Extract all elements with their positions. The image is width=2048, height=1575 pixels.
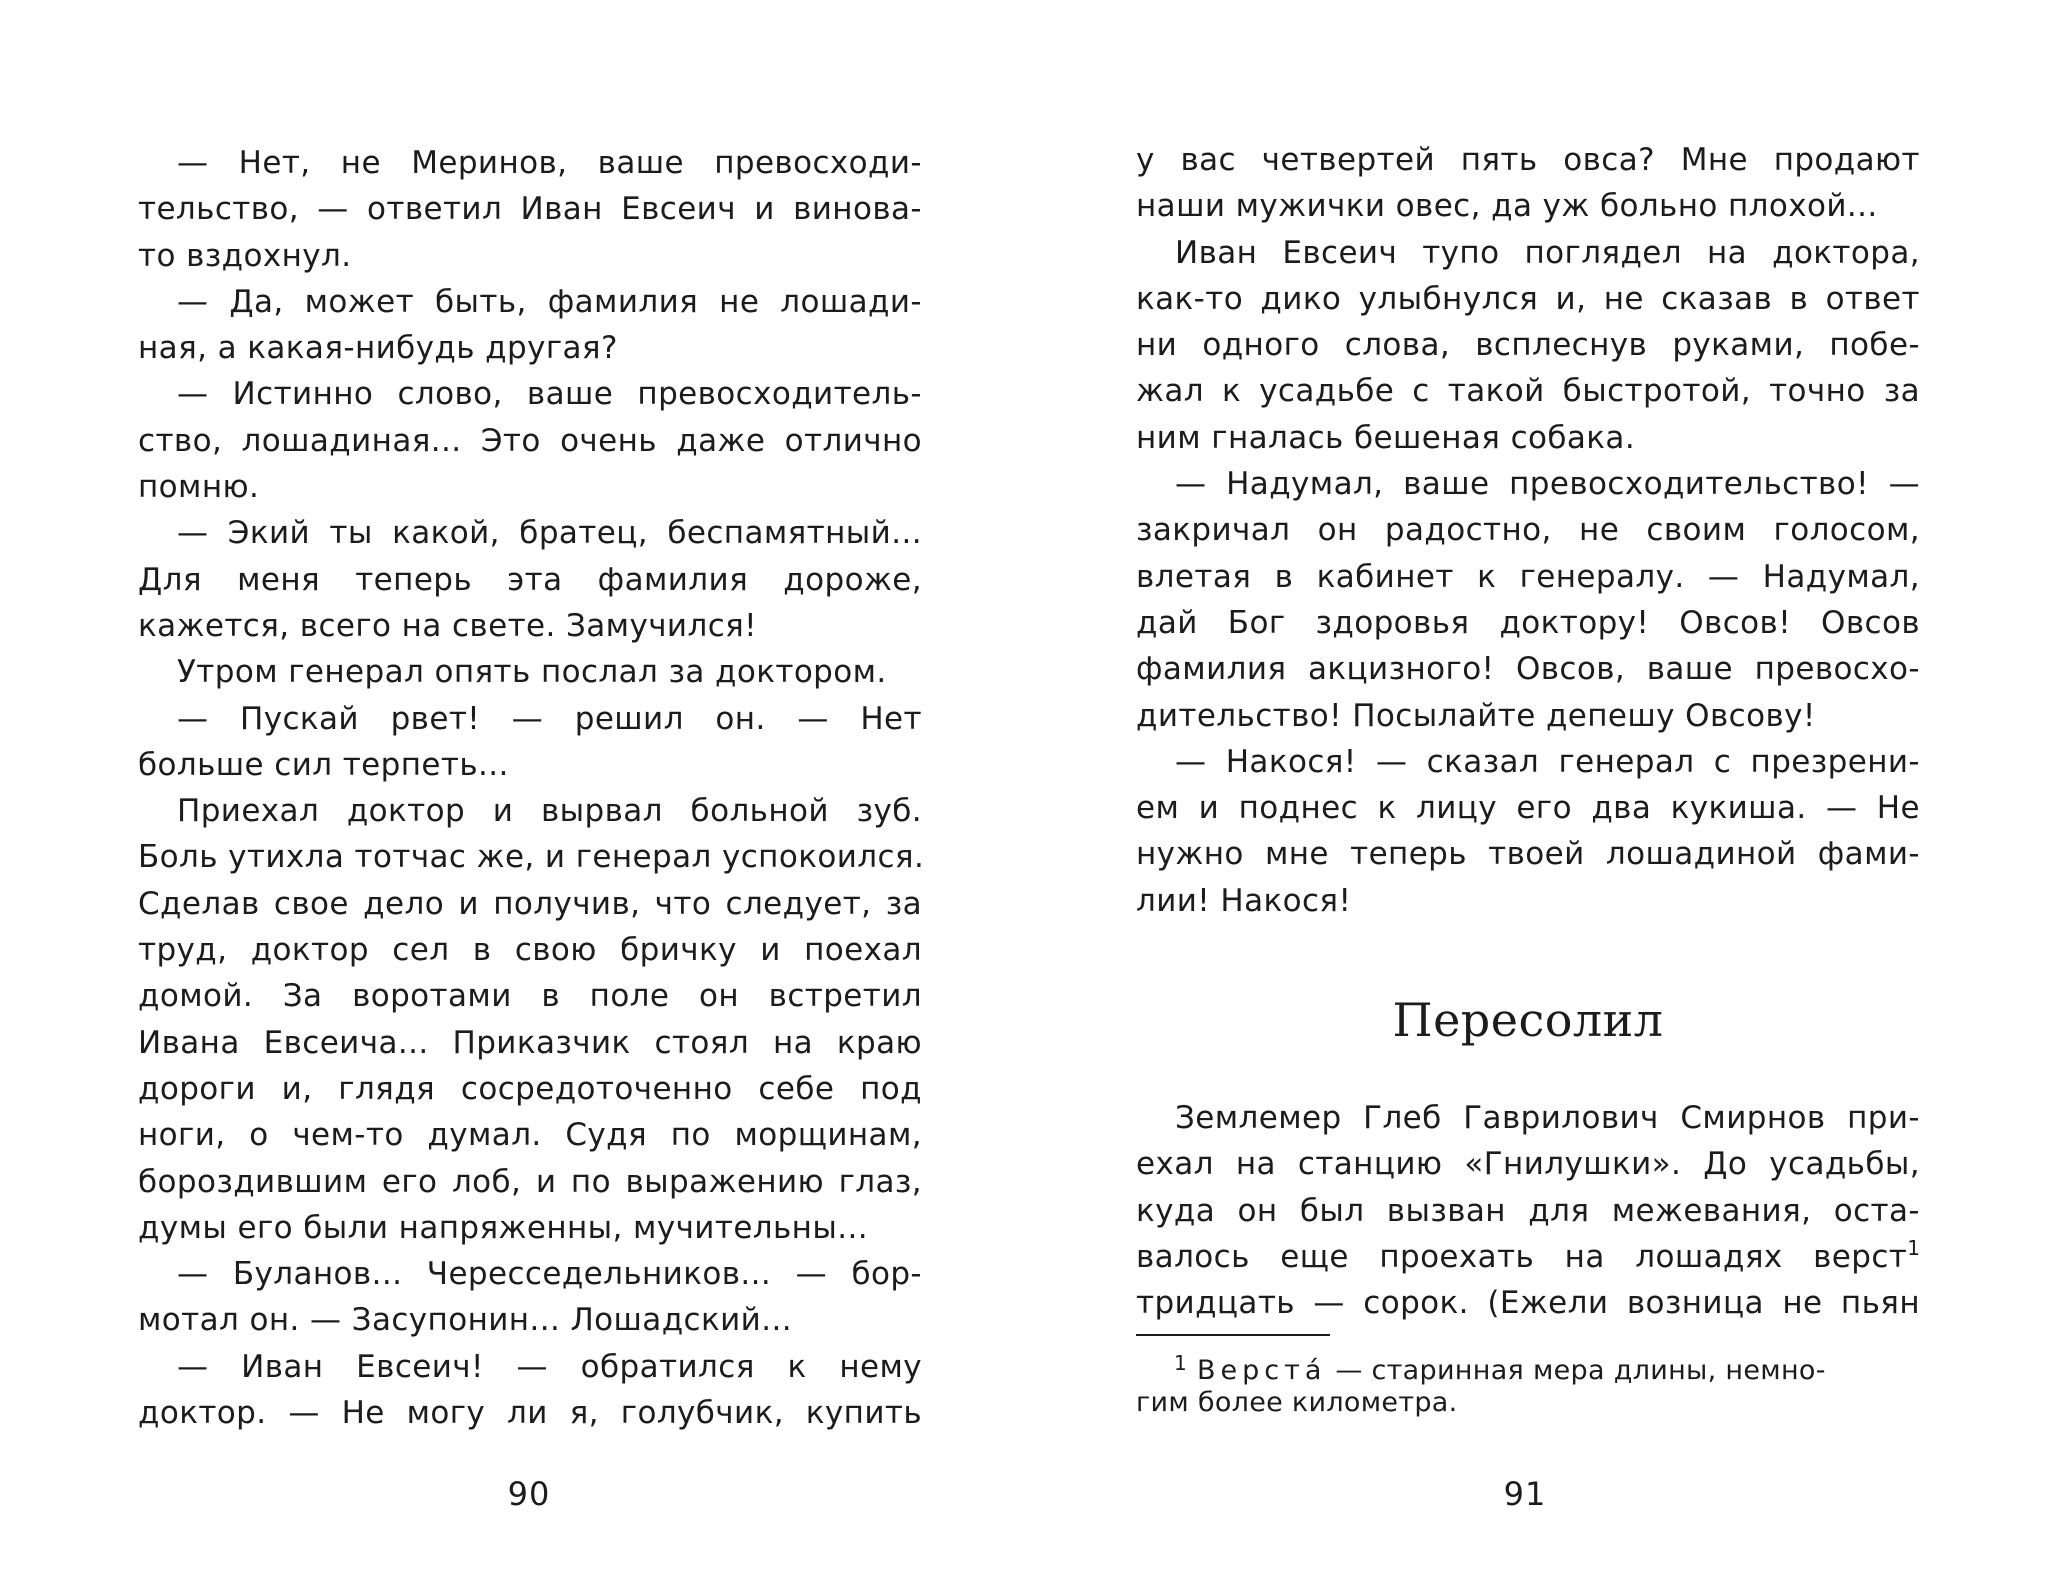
text-line-content: дительство! Посылайте депешу Овсову!	[1136, 697, 1816, 734]
text-line	[138, 1112, 922, 1158]
text-line-content: ним гналась бешеная собака.	[1136, 419, 1636, 456]
text-line-content: куда он был вызван для межевания, оста-	[1136, 1192, 1920, 1229]
text-line-content: домой. За воротами в поле он встретил	[138, 978, 922, 1015]
footnote-separator	[1136, 1334, 1330, 1336]
left-page-body-text	[138, 140, 925, 1436]
text-line-content: ем и поднес к лицу его два кукиша. — Не	[1136, 790, 1920, 827]
page-number-right: 91	[1503, 1475, 1547, 1513]
text-line	[138, 973, 922, 1019]
text-line	[1136, 646, 1920, 692]
text-line-content: — Надумал, ваше превосходительство! —	[1175, 466, 1920, 503]
text-line	[138, 1297, 922, 1343]
text-line	[1136, 785, 1920, 831]
text-line	[138, 510, 922, 556]
text-line-content: нужно мне теперь твоей лошадиной фами-	[1136, 836, 1920, 873]
text-line-content: — Экий ты какой, братец, беспамятный...	[177, 515, 922, 552]
text-line-content: у вас четвертей пять овса? Мне продают	[1136, 142, 1920, 178]
text-line	[138, 371, 922, 417]
right-page-body-text	[1136, 137, 1920, 924]
text-line	[138, 1159, 922, 1205]
text-line-content: валось еще проехать на лошадях верст	[1136, 1238, 1908, 1275]
text-line	[138, 603, 922, 649]
text-line	[1136, 183, 1920, 229]
story-body-text	[1136, 1095, 1920, 1326]
text-line	[138, 140, 922, 186]
text-line-content: — Иван Евсеич! — обратился к нему	[177, 1348, 922, 1385]
text-line-content: труд, доктор сел в свою бричку и поехал	[138, 932, 922, 969]
footnote-number: 1	[1174, 1351, 1188, 1375]
text-line	[1136, 368, 1920, 414]
text-line	[138, 1205, 922, 1251]
text-line	[1136, 137, 1920, 183]
text-line-content: тельство, — ответил Иван Евсеич и винова-	[138, 191, 922, 228]
text-line-content: Иван Евсеич тупо поглядел на доктора,	[1175, 234, 1920, 271]
text-line-content: думы его были напряженны, мучительны...	[138, 1209, 868, 1246]
text-line-content: фамилия акцизного! Овсов, ваше превосхо-	[1136, 651, 1920, 688]
text-line-content: Сделав свое дело и получив, что следует, за	[138, 885, 922, 922]
text-line	[1136, 1141, 1920, 1187]
text-line	[138, 649, 922, 695]
text-line	[138, 1344, 922, 1390]
text-line-content: бороздившим его лоб, и по выражению глаз,	[138, 1163, 922, 1200]
text-line-content: Землемер Глеб Гаврилович Смирнов при-	[1175, 1100, 1920, 1136]
text-line	[138, 279, 922, 325]
text-line-content: — Пускай рвет! — решил он. — Нет	[177, 700, 922, 737]
text-line-content: ная, а какая-нибудь другая?	[138, 330, 618, 367]
text-line-content: то вздохнул.	[138, 237, 352, 274]
text-line-content: ехал на станцию «Гнилушки». До усадьбы,	[1136, 1146, 1920, 1183]
text-line-content: Боль утихла тотчас же, и генерал успокоился.	[138, 839, 925, 876]
text-line	[138, 1390, 922, 1436]
text-line	[1136, 1095, 1920, 1141]
footnote-reference: 1	[1907, 1235, 1920, 1260]
text-line-content: дороги и, глядя сосредоточенно себе под	[138, 1070, 922, 1107]
footnote-definition: — старинная мера длины, немно-	[1326, 1355, 1826, 1386]
text-line-content: Утром генерал опять послал за доктором.	[177, 654, 887, 691]
text-line	[138, 325, 922, 371]
text-line-content: — Нет, не Меринов, ваше превосходи-	[177, 145, 922, 181]
text-line-content: ни одного слова, всплеснув руками, побе-	[1136, 327, 1920, 364]
text-line-content: наши мужички овес, да уж больно плохой...	[1136, 188, 1878, 225]
text-line-content: — Да, может быть, фамилия не лошади-	[177, 283, 922, 320]
text-line	[1136, 507, 1920, 553]
text-line	[1136, 878, 1920, 924]
text-line	[138, 418, 922, 464]
text-line	[1136, 322, 1920, 368]
text-line-content: кажется, всего на свете. Замучился!	[138, 607, 758, 644]
text-line	[138, 464, 922, 510]
text-line	[138, 186, 922, 232]
text-line-content: Для меня теперь эта фамилия дороже,	[138, 561, 922, 598]
text-line-content: мотал он. — Засупонин... Лошадский...	[138, 1302, 792, 1339]
text-line-content: ство, лошадиная... Это очень даже отлично	[138, 422, 922, 459]
footnote-line	[1136, 1343, 1920, 1386]
text-line	[1136, 1280, 1920, 1326]
text-line	[1136, 230, 1920, 276]
text-line	[138, 696, 922, 742]
text-line	[1136, 461, 1920, 507]
text-line	[138, 1066, 922, 1112]
text-line-content: лии! Накося!	[1136, 882, 1352, 919]
text-line	[138, 233, 922, 279]
text-line	[1136, 1234, 1920, 1280]
story-title: Пересолил	[1392, 993, 1664, 1047]
text-line	[1136, 554, 1920, 600]
text-line	[138, 1020, 922, 1066]
footnote-term: Верстá	[1197, 1355, 1327, 1386]
text-line-content: — Буланов... Чересседельников... — бор-	[177, 1256, 922, 1293]
footnote	[1136, 1343, 1920, 1423]
text-line-content: тридцать — сорок. (Ежели возница не пьян	[1136, 1285, 1920, 1322]
text-line-content: влетая в кабинет к генералу. — Надумал,	[1136, 558, 1920, 595]
right-page	[1024, 0, 2048, 1575]
text-line-content: как-то дико улыбнулся и, не сказав в ответ	[1136, 280, 1920, 317]
text-line-content: жал к усадьбе с такой быстротой, точно за	[1136, 373, 1920, 410]
text-line-content: дай Бог здоровья доктору! Овсов! Овсов	[1136, 604, 1920, 641]
text-line-content: — Накося! — сказал генерал с презрени-	[1175, 743, 1920, 780]
text-line	[138, 881, 922, 927]
text-line	[1136, 1188, 1920, 1234]
text-line-content: больше сил терпеть...	[138, 746, 509, 783]
text-line	[138, 557, 922, 603]
text-line	[1136, 276, 1920, 322]
text-line-content: доктор. — Не могу ли я, голубчик, купить	[138, 1395, 922, 1432]
text-line	[138, 927, 922, 973]
text-line-content: Приехал доктор и вырвал больной зуб.	[177, 793, 922, 830]
text-line	[1136, 600, 1920, 646]
text-line	[1136, 415, 1920, 461]
text-line	[1136, 693, 1920, 739]
text-line	[1136, 739, 1920, 785]
text-line-content: — Истинно слово, ваше превосходитель-	[177, 376, 922, 413]
text-line	[138, 742, 922, 788]
text-line-content: помню.	[138, 469, 260, 506]
text-line-content: закричал он радостно, не своим голосом,	[1136, 512, 1920, 549]
page-number-left: 90	[507, 1475, 551, 1513]
text-line	[138, 788, 922, 834]
text-line-content: Ивана Евсеича... Приказчик стоял на краю	[138, 1024, 922, 1061]
text-line	[138, 834, 925, 880]
text-line	[1136, 831, 1920, 877]
text-line	[138, 1251, 922, 1297]
footnote-line: гим более километра.	[1136, 1387, 1458, 1418]
text-line-content: ноги, о чем-то думал. Судя по морщинам,	[138, 1117, 922, 1154]
